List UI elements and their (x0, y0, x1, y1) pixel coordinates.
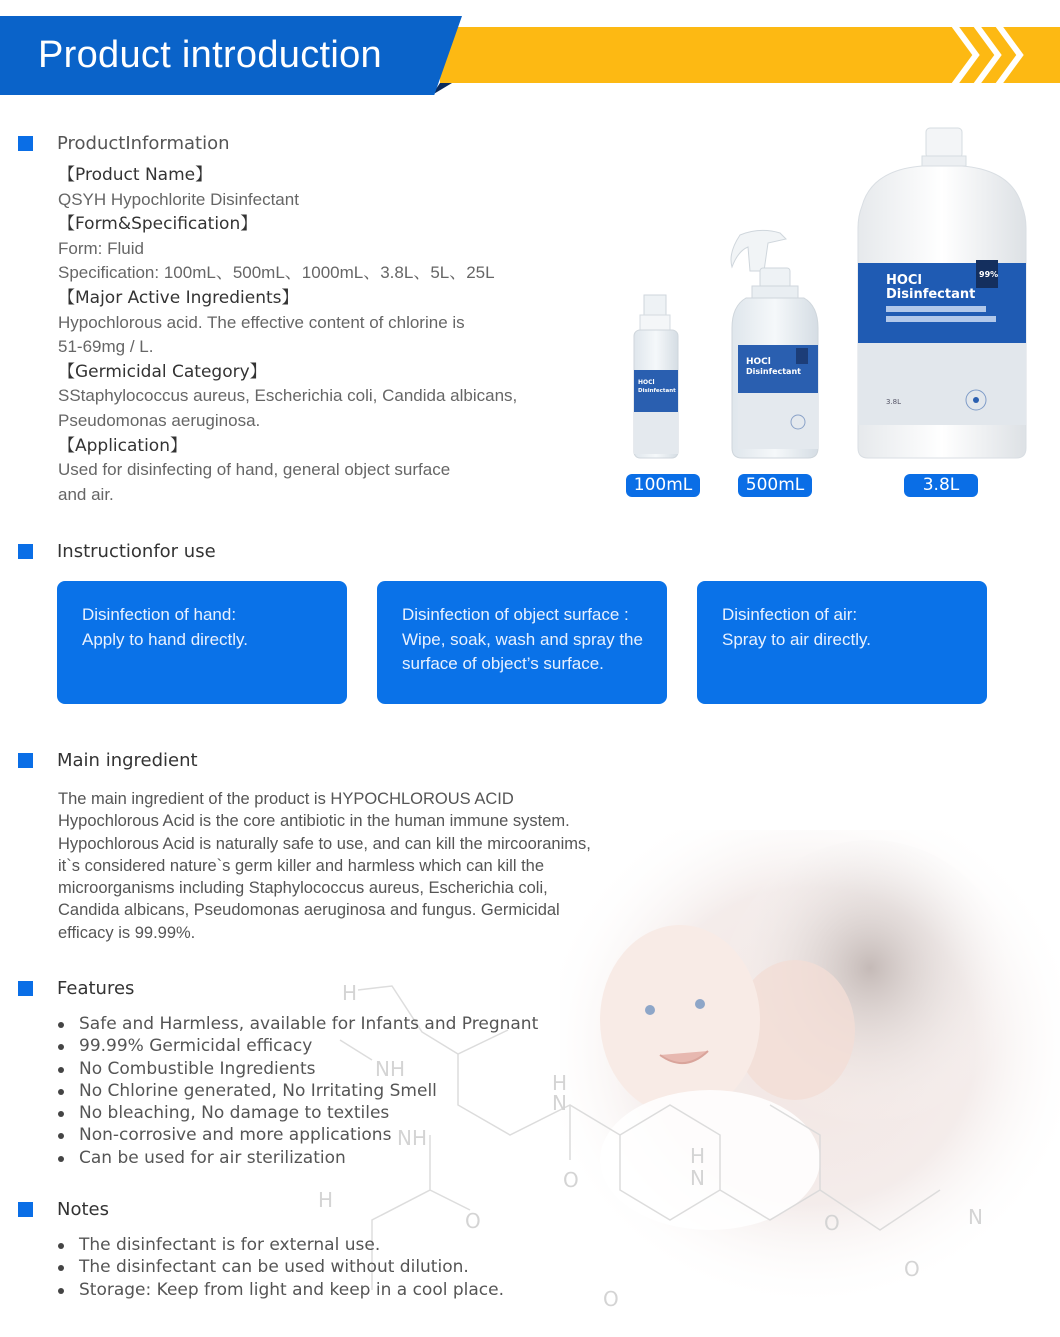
section-marker-icon (18, 544, 33, 559)
molecule-label: N (968, 1205, 983, 1229)
paragraph-line: Hypochlorous Acid is the core antibiotic in the human immune system. (58, 812, 570, 831)
triple-chevron-icon (950, 27, 1040, 83)
size-badge-100ml: 100mL (626, 474, 700, 497)
card-title: Disinfection of object surface : (402, 605, 629, 624)
list-item: Can be used for air sterilization (58, 1147, 538, 1169)
molecule-label: O (824, 1211, 840, 1235)
field-value: and air. (58, 484, 114, 504)
paragraph-line: The main ingredient of the product is HYPOCHLOROUS ACID (58, 790, 514, 808)
section-marker-icon (18, 1202, 33, 1217)
svg-text:3.8L: 3.8L (886, 398, 902, 406)
size-badge-3-8l: 3.8L (904, 474, 978, 497)
card-title: Disinfection of air: (722, 605, 858, 624)
molecule-label: N (552, 1091, 567, 1115)
section-marker-icon (18, 981, 33, 996)
field-value: 51-69mg / L. (58, 337, 154, 357)
svg-text:HOCl: HOCl (886, 273, 922, 288)
field-label-active-ingredients: 【Major Active Ingredients】 (58, 287, 299, 308)
paragraph-line: it`s considered nature`s germ killer and harmless which can kill the (58, 856, 545, 875)
field-value: SStaphylococcus aureus, Escherichia coli, Candida albicans, (58, 386, 518, 406)
product-bottles-illustration (600, 120, 1060, 510)
paragraph-line: efficacy is 99.99%. (58, 923, 196, 942)
bottle-100ml (634, 295, 678, 458)
list-item: Storage: Keep from light and keep in a cool place. (58, 1279, 504, 1301)
notes-list (58, 1234, 504, 1301)
card-text: Wipe, soak, wash and spray the (402, 629, 643, 649)
main-ingredient-paragraph (58, 788, 678, 944)
card-text: Spray to air directly. (722, 629, 871, 649)
header-banner (0, 0, 1060, 100)
section-marker-icon (18, 136, 33, 151)
list-item: No Chlorine generated, No Irritating Smell (58, 1080, 538, 1102)
paragraph-line: Candida albicans, Pseudomonas aeruginosa and fungus. Germicidal (58, 901, 560, 920)
product-lineup (600, 120, 1060, 510)
field-value: Form: Fluid (58, 238, 144, 258)
molecule-label: H (318, 1188, 334, 1212)
section-title: ProductInformation (57, 133, 230, 154)
list-item: Non-corrosive and more applications (58, 1124, 538, 1146)
section-title: Instructionfor use (57, 541, 216, 562)
section-title: Notes (57, 1199, 109, 1220)
field-label-application: 【Application】 (58, 435, 187, 456)
section-marker-icon (18, 753, 33, 768)
list-item: The disinfectant is for external use. (58, 1234, 504, 1256)
list-item: 99.99% Germicidal efficacy (58, 1035, 538, 1057)
svg-text:HOCl: HOCl (746, 357, 771, 367)
section-header-product-info (18, 133, 230, 154)
field-value: Pseudomonas aeruginosa. (58, 410, 261, 430)
molecule-label: NH (397, 1126, 427, 1150)
field-value: Used for disinfecting of hand, general object surface (58, 460, 451, 480)
molecule-label: N (690, 1166, 705, 1190)
molecule-label: H (690, 1144, 706, 1168)
section-header-notes (18, 1199, 109, 1220)
field-label-product-name: 【Product Name】 (58, 165, 213, 185)
molecule-label: H (552, 1071, 568, 1095)
field-label-form-spec: 【Form&Specification】 (58, 214, 258, 235)
features-list (58, 1013, 538, 1169)
bottle-500ml (731, 230, 818, 458)
list-item: No bleaching, No damage to textiles (58, 1102, 538, 1124)
page-title: Product introduction (38, 34, 382, 76)
molecule-label: H (342, 981, 358, 1005)
field-value: Hypochlorous acid. The effective content of chlorine is (58, 312, 465, 332)
instruction-card-air (697, 581, 987, 704)
card-title: Disinfection of hand: (82, 605, 237, 624)
molecule-label: O (465, 1209, 481, 1233)
size-badge-500ml: 500mL (738, 474, 812, 497)
card-text: Apply to hand directly. (82, 629, 248, 649)
section-header-main-ingredient (18, 750, 198, 771)
instruction-card-hand (57, 581, 347, 704)
instruction-card-surface (377, 581, 667, 704)
molecule-label: NH (375, 1057, 405, 1081)
molecule-label: O (904, 1257, 920, 1281)
card-text: surface of object’s surface. (402, 654, 604, 673)
bottle-3-8l (858, 128, 1026, 458)
svg-text:HOCl: HOCl (638, 379, 655, 386)
paragraph-line: Hypochlorous Acid is naturally safe to use, and can kill the mircooranims, (58, 834, 591, 853)
section-title: Main ingredient (57, 750, 198, 771)
section-header-instructions (18, 541, 216, 562)
product-info-block (58, 163, 558, 507)
field-label-germicidal-category: 【Germicidal Category】 (58, 361, 267, 382)
section-header-features (18, 978, 134, 999)
svg-text:Disinfectant: Disinfectant (638, 388, 676, 394)
section-title: Features (57, 978, 135, 999)
svg-text:Disinfectant: Disinfectant (886, 287, 976, 302)
list-item: The disinfectant can be used without dilution. (58, 1256, 504, 1278)
molecule-label: O (603, 1287, 619, 1311)
svg-text:Disinfectant: Disinfectant (746, 367, 801, 376)
list-item: Safe and Harmless, available for Infants and Pregnant (58, 1013, 538, 1035)
list-item: No Combustible Ingredients (58, 1058, 538, 1080)
molecule-label: O (563, 1168, 579, 1192)
paragraph-line: microorganisms including Staphylococcus aureus, Escherichia coli, (58, 879, 548, 898)
field-value: QSYH Hypochlorite Disinfectant (58, 189, 299, 209)
svg-text:99%: 99% (979, 270, 999, 279)
field-value: Specification: 100mL、500mL、1000mL、3.8L、5L、25L (58, 263, 495, 283)
